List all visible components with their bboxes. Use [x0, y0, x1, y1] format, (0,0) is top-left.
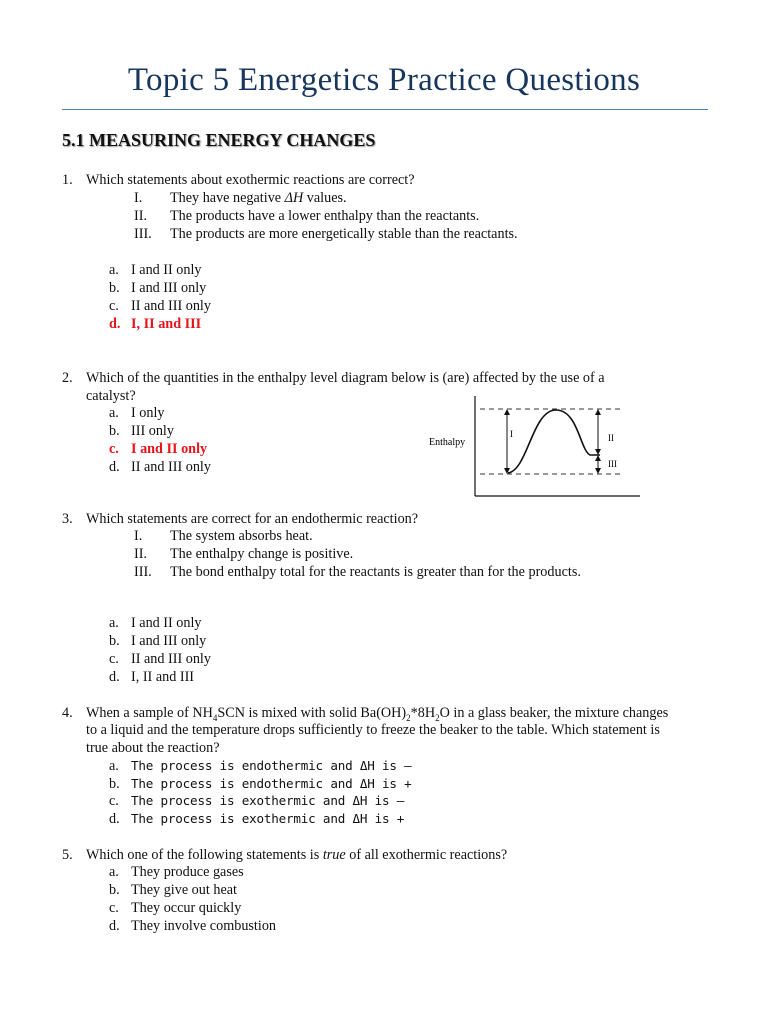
option-text: They occur quickly — [131, 900, 242, 916]
option-text: The process is exothermic and ΔH is – — [131, 793, 405, 808]
option-letter: b. — [109, 633, 120, 649]
option-letter: b. — [109, 423, 120, 439]
option-text: I, II and III — [131, 669, 195, 685]
question-number: 2. — [62, 370, 73, 386]
statement-text: The bond enthalpy total for the reactants is greater than for the products. — [170, 564, 581, 580]
section-heading: 5.1 MEASURING ENERGY CHANGES — [62, 130, 376, 150]
option-letter: a. — [109, 262, 119, 278]
question-number: 1. — [62, 172, 73, 188]
option-text: I only — [131, 405, 165, 421]
option-letter: b. — [109, 882, 120, 898]
option-text: The process is endothermic and ΔH is – — [131, 758, 412, 773]
option-text: The process is exothermic and ΔH is + — [131, 811, 405, 826]
question-stem: Which statements about exothermic reactions are correct? — [86, 172, 415, 188]
option-text: They involve combustion — [131, 918, 277, 934]
y-axis-label: Enthalpy — [429, 437, 466, 448]
question-stem: true about the reaction? — [86, 740, 220, 756]
option-letter: c. — [109, 651, 119, 667]
question-stem: to a liquid and the temperature drops sufficiently to freeze the beaker to the table. Which statement is — [86, 722, 660, 738]
question-stem: Which of the quantities in the enthalpy level diagram below is (are) affected by the use of a — [86, 370, 605, 386]
option-letter: c. — [109, 900, 119, 916]
label-i: I — [510, 429, 513, 439]
option-letter: d. — [109, 918, 120, 934]
option-text: I and II only — [131, 615, 202, 631]
statement-numeral: II. — [134, 546, 147, 562]
option-text: I and III only — [131, 280, 207, 296]
reaction-profile-curve — [508, 410, 600, 473]
option-letter: b. — [109, 280, 120, 296]
page-title: Topic 5 Energetics Practice Questions — [127, 62, 641, 98]
statement-numeral: III. — [134, 226, 152, 242]
correct-option-text: I and II only — [131, 441, 208, 457]
option-text: They produce gases — [131, 864, 244, 880]
option-letter: b. — [109, 776, 120, 792]
option-text: II and III only — [131, 651, 211, 667]
enthalpy-level-diagram — [420, 392, 644, 500]
option-letter: a. — [109, 758, 119, 774]
option-letter: c. — [109, 298, 119, 314]
question-number: 4. — [62, 705, 73, 721]
statement-text: The products are more energetically stable than the reactants. — [170, 226, 518, 242]
correct-option-letter: c. — [109, 441, 119, 457]
option-letter: d. — [109, 669, 120, 685]
question-number: 5. — [62, 847, 73, 863]
statement-text: The products have a lower enthalpy than the reactants. — [170, 208, 480, 224]
label-ii: II — [608, 433, 614, 443]
option-text: The process is endothermic and ΔH is + — [131, 776, 412, 791]
question-number: 3. — [62, 511, 73, 527]
option-letter: d. — [109, 459, 120, 475]
option-text: II and III only — [131, 298, 211, 314]
question-stem: Which one of the following statements is true of all exothermic reactions? — [86, 847, 508, 863]
option-letter: a. — [109, 615, 119, 631]
option-text: I and II only — [131, 262, 202, 278]
statement-text: The system absorbs heat. — [170, 528, 313, 544]
option-text: III only — [131, 423, 174, 439]
statement-text: The enthalpy change is positive. — [170, 546, 354, 562]
statement-numeral: I. — [134, 528, 143, 544]
statement-numeral: II. — [134, 208, 147, 224]
title-divider — [62, 109, 708, 110]
option-letter: c. — [109, 793, 119, 809]
correct-option-letter: d. — [109, 316, 121, 332]
option-text: I and III only — [131, 633, 207, 649]
question-stem: catalyst? — [86, 388, 136, 404]
question-stem: When a sample of $NH_4SCN$ is mixed with solid $Ba(OH)_2*8H_2O$ in a glass beaker, the mixture changes — [86, 705, 669, 723]
statement-numeral: III. — [134, 564, 152, 580]
option-text: II and III only — [131, 459, 211, 475]
label-iii: III — [608, 459, 617, 469]
question-stem: Which statements are correct for an endothermic reaction? — [86, 511, 419, 527]
option-text: They give out heat — [131, 882, 237, 898]
option-letter: d. — [109, 811, 120, 827]
statement-text: They have negative ΔH values. — [170, 190, 347, 206]
option-letter: a. — [109, 864, 119, 880]
option-letter: a. — [109, 405, 119, 421]
correct-option-text: I, II and III — [131, 316, 202, 332]
statement-numeral: I. — [134, 190, 143, 206]
